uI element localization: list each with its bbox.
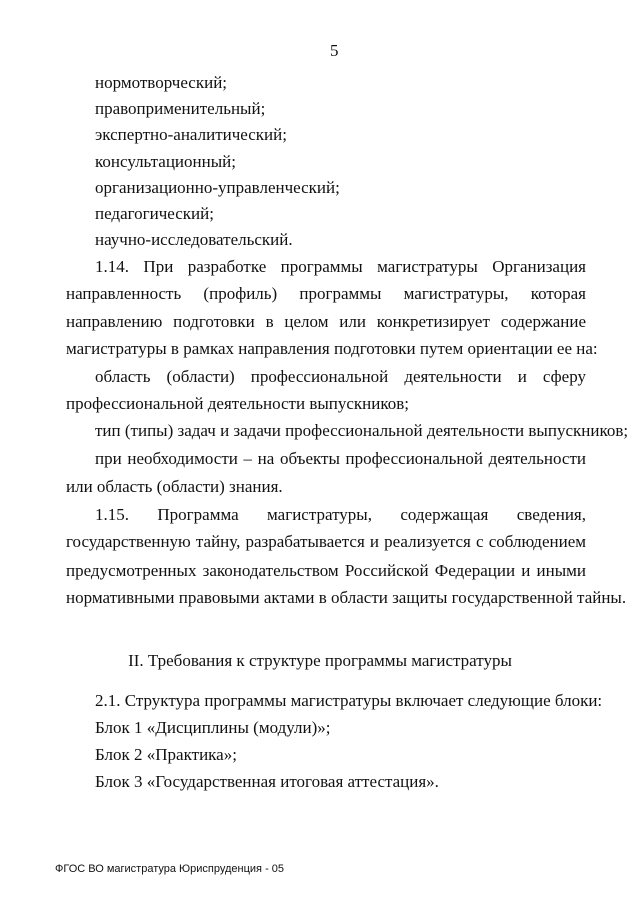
paragraph-1-14-line: 1.14. При разработке программы магистратуры Организация xyxy=(95,257,586,276)
paragraph-2-1: 2.1. Структура программы магистратуры включает следующие блоки: xyxy=(95,691,603,710)
list-item: педагогический; xyxy=(95,204,214,223)
structure-block-item: Блок 1 «Дисциплины (модули)»; xyxy=(95,718,331,737)
orientation-item-line: при необходимости – на объекты профессиональной деятельности xyxy=(95,449,586,468)
paragraph-1-15-line: нормативными правовыми актами в области защиты государственной тайны. xyxy=(66,588,627,607)
list-item: экспертно-аналитический; xyxy=(95,125,287,144)
orientation-item-line: область (области) профессиональной деятельности и сферу xyxy=(95,367,586,386)
page-number: 5 xyxy=(330,41,339,60)
paragraph-1-15-line: 1.15. Программа магистратуры, содержащая сведения, xyxy=(95,505,586,524)
paragraph-1-14-line: направленность (профиль) программы магистратуры, которая xyxy=(66,284,586,303)
paragraph-1-15-line: предусмотренных законодательством Российской Федерации и иными xyxy=(66,561,586,580)
page-footer: ФГОС ВО магистратура Юриспруденция - 05 xyxy=(55,863,285,875)
paragraph-1-14-line: магистратуры в рамках направления подготовки путем ориентации ее на: xyxy=(66,339,598,358)
list-item: научно-исследовательский. xyxy=(95,230,293,249)
orientation-item: тип (типы) задач и задачи профессиональной деятельности выпускников; xyxy=(95,421,629,440)
orientation-item-line: или область (области) знания. xyxy=(66,477,283,496)
orientation-item-line: профессиональной деятельности выпускников; xyxy=(66,394,410,413)
paragraph-1-15-line: государственную тайну, разрабатывается и реализуется с соблюдением xyxy=(66,532,586,551)
list-item: консультационный; xyxy=(95,152,236,171)
structure-block-item: Блок 3 «Государственная итоговая аттестация». xyxy=(95,772,439,791)
structure-block-item: Блок 2 «Практика»; xyxy=(95,745,237,764)
section-heading: II. Требования к структуре программы магистратуры xyxy=(128,651,512,670)
paragraph-1-14-line: направлению подготовки в целом или конкретизирует содержание xyxy=(66,312,586,331)
list-item: правоприменительный; xyxy=(95,99,266,118)
list-item: организационно-управленческий; xyxy=(95,178,340,197)
list-item: нормотворческий; xyxy=(95,73,228,92)
